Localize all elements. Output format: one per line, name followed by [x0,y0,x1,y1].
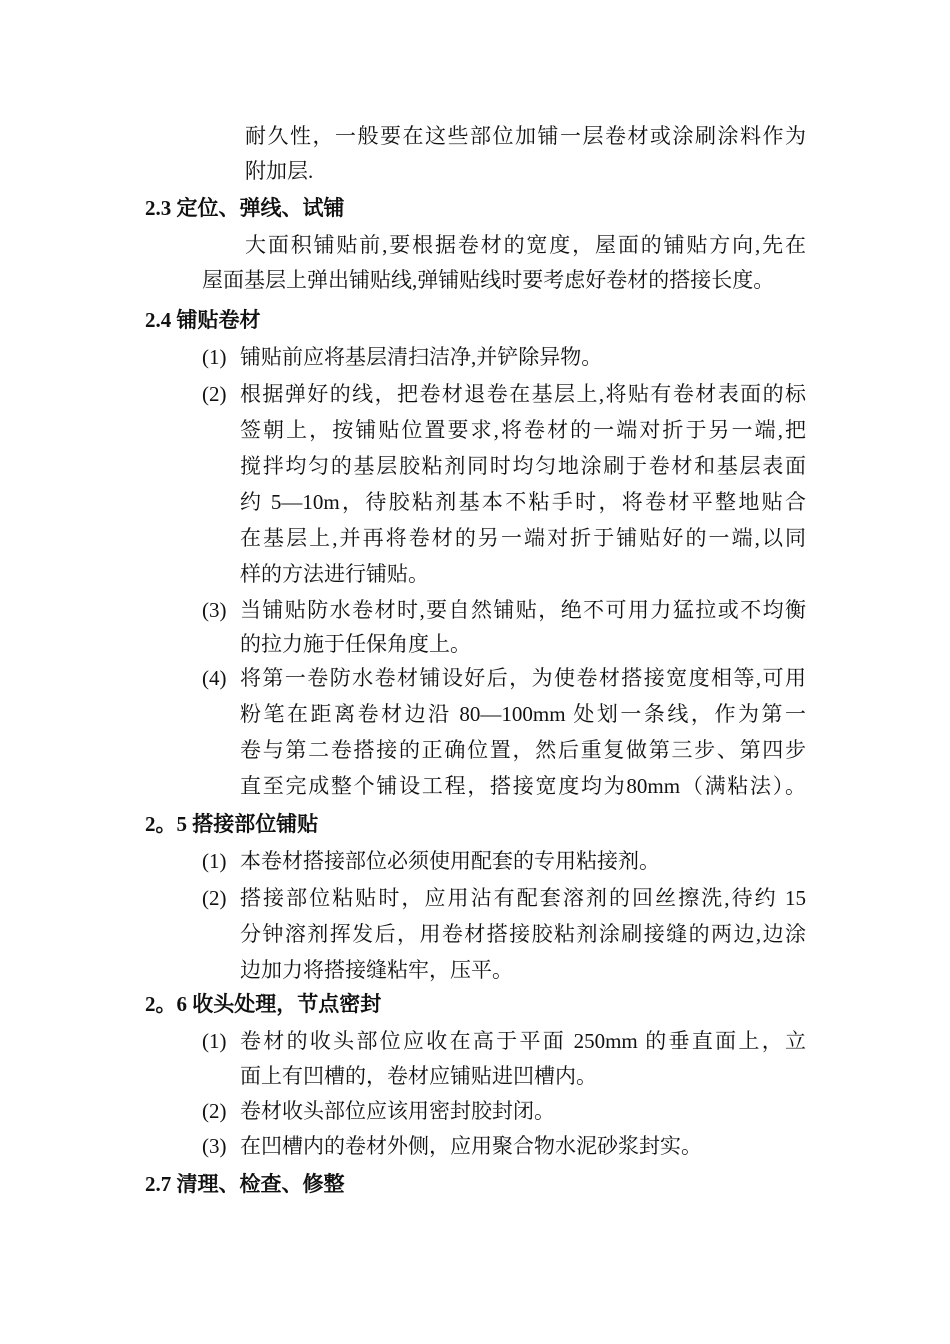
list-number: (4) [202,666,227,690]
section-heading-2-7: 2.7 清理、检查、修整 [145,1172,345,1196]
list-item-text: 粉笔在距离卷材边沿 80—100mm 处划一条线，作为第一 [240,702,806,726]
list-item-text: 搭接部位粘贴时，应用沾有配套溶剂的回丝擦洗,待约 15 [240,886,806,910]
list-item-text: 签朝上，按铺贴位置要求,将卷材的一端对折于另一端,把 [240,418,806,442]
intro-line-1: 耐久性，一般要在这些部位加铺一层卷材或涂刷涂料作为 [245,124,806,148]
list-item-text: 在凹槽内的卷材外侧，应用聚合物水泥砂浆封实。 [240,1134,702,1158]
list-item-text: 搅拌均匀的基层胶粘剂同时均匀地涂刷于卷材和基层表面 [240,454,806,478]
list-item-text: 在基层上,并再将卷材的另一端对折于铺贴好的一端,以同 [240,526,806,550]
paragraph-line: 大面积铺贴前,要根据卷材的宽度，屋面的铺贴方向,先在 [245,233,806,257]
list-item-text: 卷与第二卷搭接的正确位置，然后重复做第三步、第四步 [240,738,806,762]
list-number: (2) [202,1099,227,1123]
list-number: (1) [202,849,227,873]
list-item-text: 将第一卷防水卷材铺设好后，为使卷材搭接宽度相等,可用 [240,666,806,690]
section-heading-2-3: 2.3 定位、弹线、试铺 [145,196,345,220]
list-item-text: 卷材的收头部位应收在高于平面 250mm 的垂直面上，立 [240,1029,806,1053]
list-number: (2) [202,382,227,406]
list-number: (1) [202,1029,227,1053]
paragraph-line: 屋面基层上弹出铺贴线,弹铺贴线时要考虑好卷材的搭接长度。 [202,268,775,292]
list-item-text: 面上有凹槽的，卷材应铺贴进凹槽内。 [240,1064,597,1088]
list-item-text: 本卷材搭接部位必须使用配套的专用粘接剂。 [240,849,660,873]
intro-line-2: 附加层. [245,159,314,183]
list-item-text: 样的方法进行铺贴。 [240,562,429,586]
section-heading-2-6: 2。6 收头处理，节点密封 [145,992,382,1016]
list-number: (1) [202,345,227,369]
section-heading-2-4: 2.4 铺贴卷材 [145,308,261,332]
list-item-text: 当铺贴防水卷材时,要自然铺贴，绝不可用力猛拉或不均衡 [240,598,806,622]
section-heading-2-5: 2。5 搭接部位铺贴 [145,812,319,836]
list-item-text: 根据弹好的线，把卷材退卷在基层上,将贴有卷材表面的标 [240,382,806,406]
list-number: (2) [202,886,227,910]
list-item-text: 铺贴前应将基层清扫洁净,并铲除异物。 [240,345,603,369]
list-number: (3) [202,598,227,622]
list-item-text: 边加力将搭接缝粘牢，压平。 [240,958,513,982]
list-number: (3) [202,1134,227,1158]
list-item-text: 卷材收头部位应该用密封胶封闭。 [240,1099,555,1123]
list-item-text: 的拉力施于任保角度上。 [240,632,471,656]
list-item-text: 直至完成整个铺设工程，搭接宽度均为80mm（满粘法）。 [240,774,806,798]
list-item-text: 分钟溶剂挥发后，用卷材搭接胶粘剂涂刷接缝的两边,边涂 [240,922,806,946]
list-item-text: 约 5—10m，待胶粘剂基本不粘手时，将卷材平整地贴合 [240,490,806,514]
